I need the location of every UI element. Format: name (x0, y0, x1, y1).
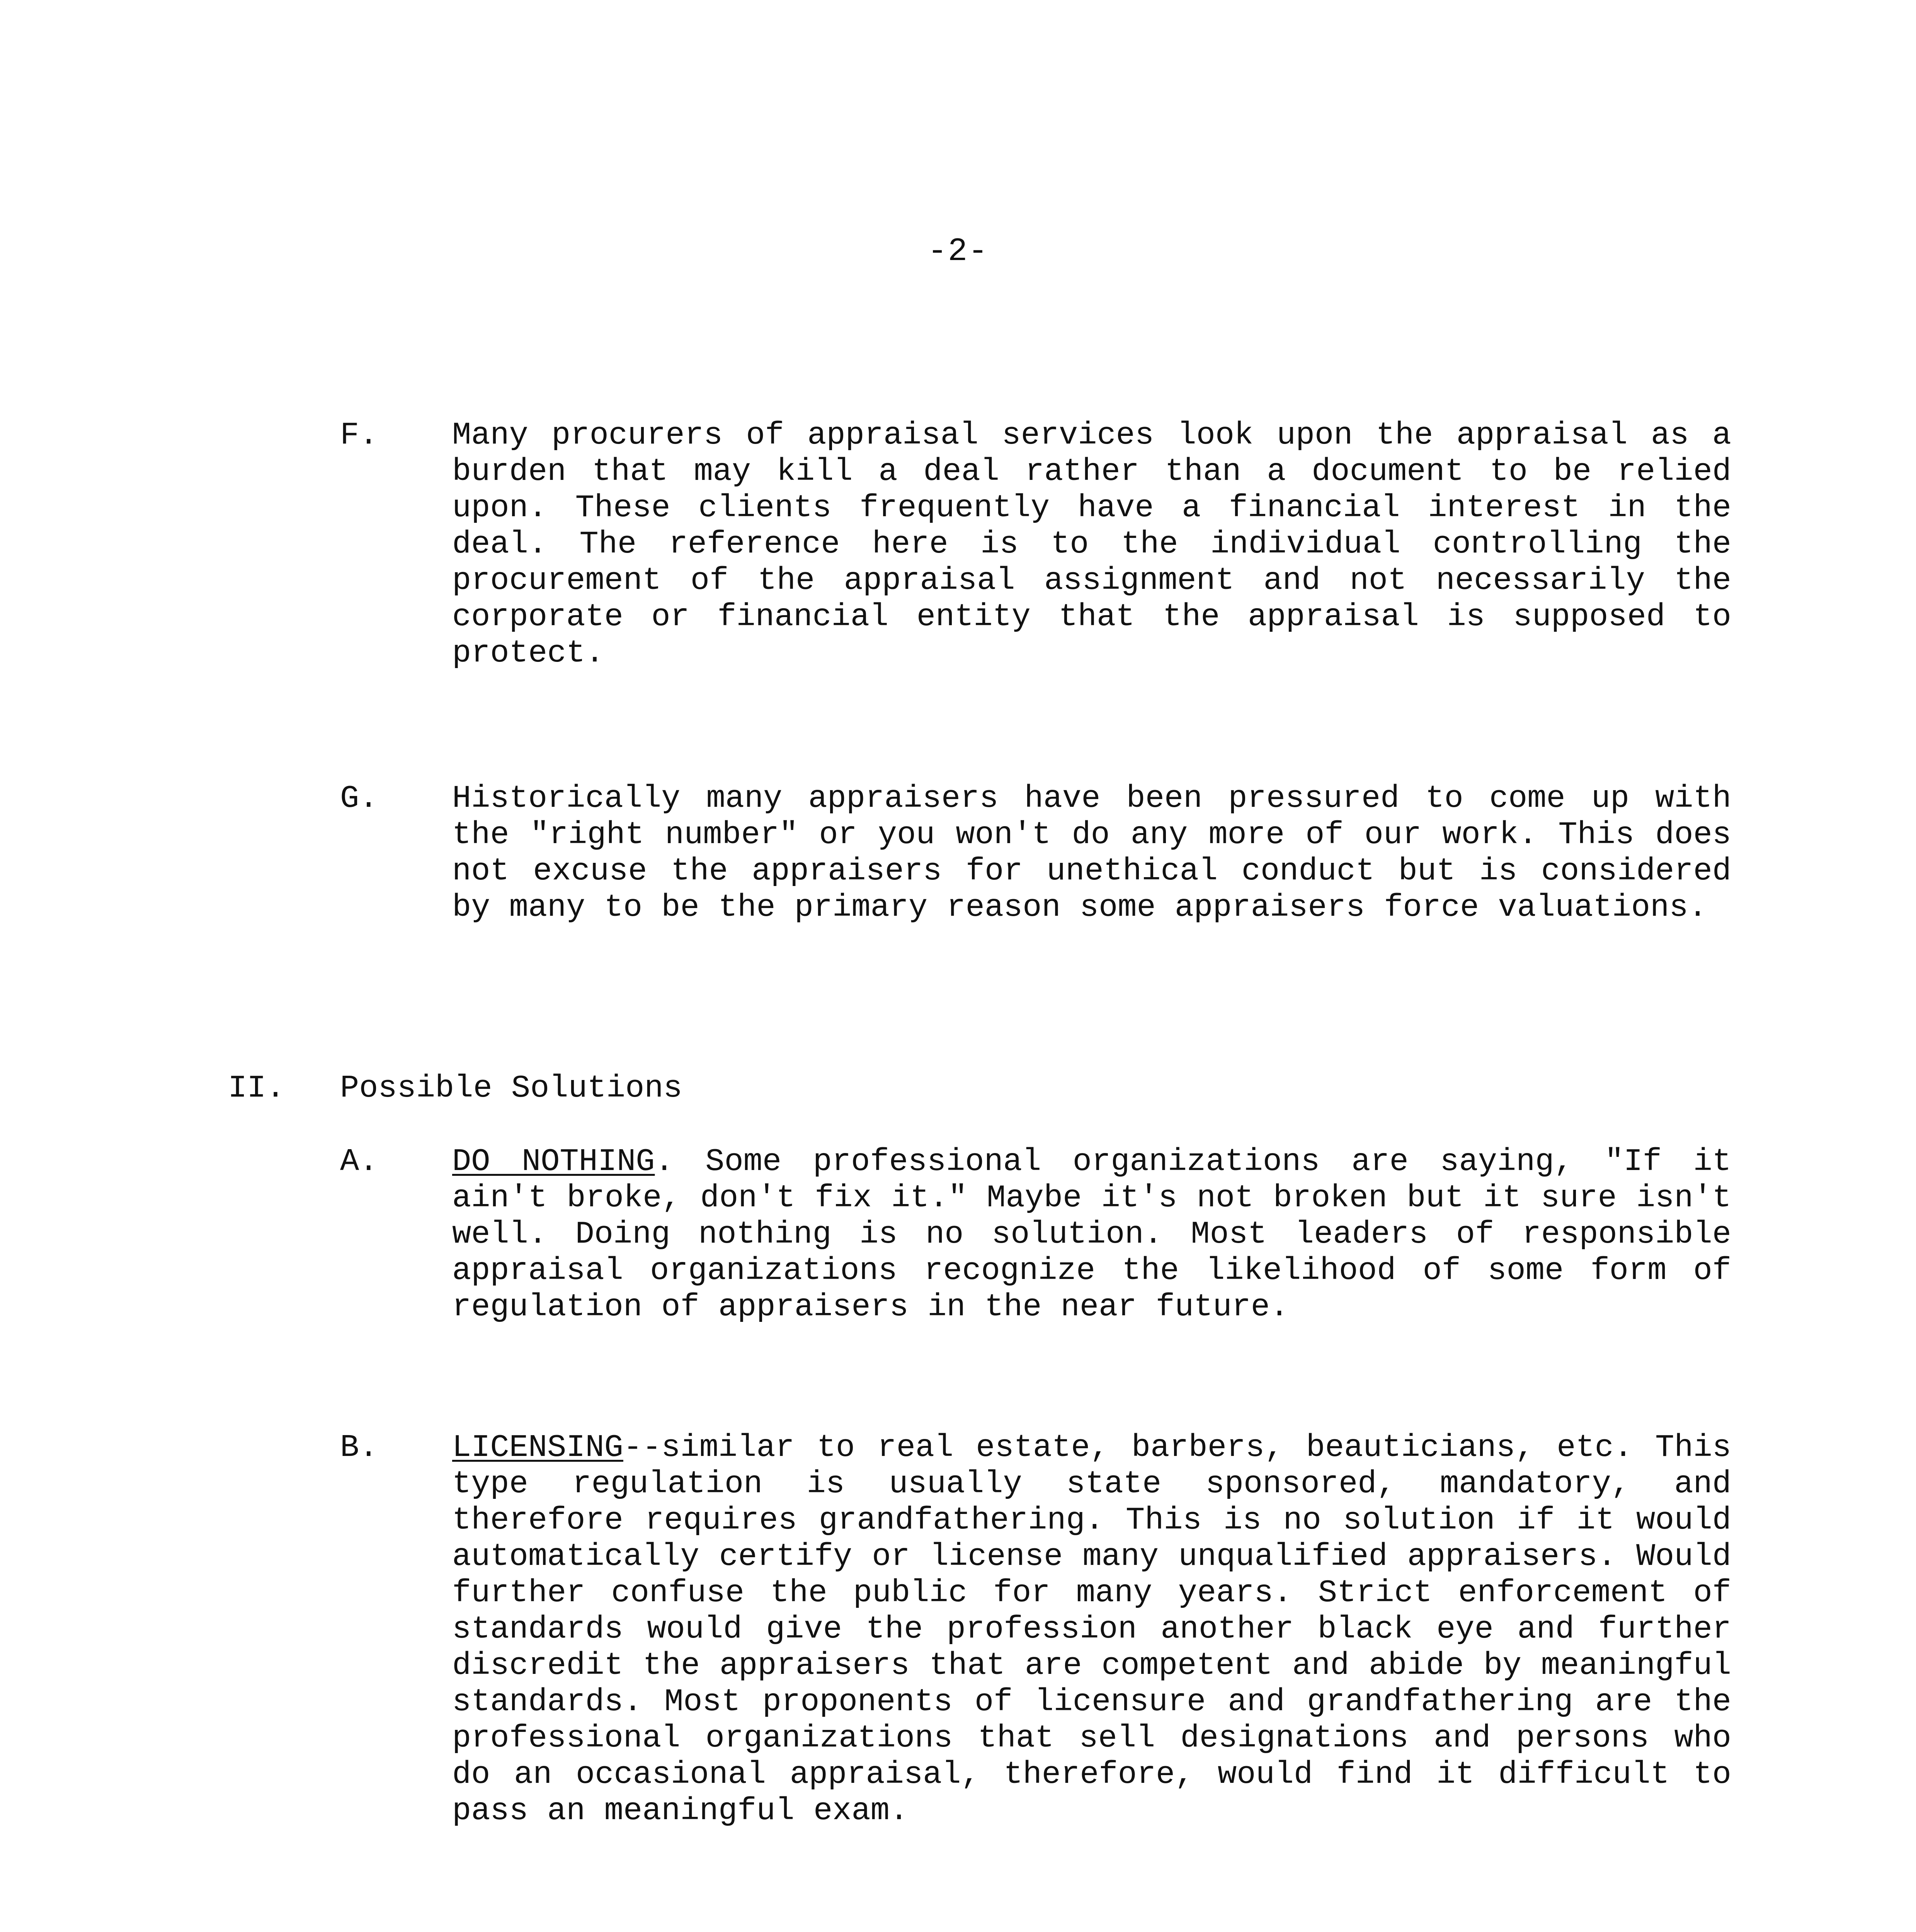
item-text: Many procurers of appraisal services look upon the appraisal as a burden that may kill a deal rather than a document to be relied upon. These clients frequently have a financial interest in the deal. The reference here is to the individual controlling the procurement of the appraisal assignment and not necessarily the corporate or financial entity that the appraisal is supposed to protect. (452, 417, 1731, 671)
page-number: -2- (927, 233, 989, 270)
item-heading: DO NOTHING (452, 1144, 655, 1180)
item-marker: A. (340, 1144, 378, 1180)
item-marker: G. (340, 781, 378, 816)
item-body: --similar to real estate, barbers, beauticians, etc. This type regulation is usually state sponsored, mandatory, and therefore requires grandfathering. This is no solution if it would automatically certify or license many unqualified appraisers. Would further confuse the public for many years. Strict enforcement of standards would give the profession another black eye and further discredit the appraisers that are competent and abide by meaningful standards. Most proponents of licensure and grandfathering are the professional organizations that sell designations and persons who do an occasional appraisal, therefore, would find it difficult to pass an meaningful exam. (452, 1430, 1731, 1829)
section-title: Possible Solutions (340, 1070, 682, 1106)
item-body: . Some professional organizations are saying, "If it ain't broke, don't fix it." Maybe it's not broken but it sure isn't well. Doing nothing is no solution. Most leaders of responsible appraisal organizations recognize the likelihood of some form of regulation of appraisers in the near future. (452, 1144, 1731, 1325)
section-heading (228, 1070, 682, 1107)
item-text: Historically many appraisers have been pressured to come up with the "right number" or you won't do any more of our work. This does not excuse the appraisers for unethical conduct but is considered by many to be the primary reason some appraisers force valuations. (452, 781, 1731, 925)
item-marker: B. (340, 1430, 378, 1466)
section-number: II. (228, 1070, 285, 1106)
item-heading: LICENSING (452, 1430, 623, 1466)
item-text (452, 1430, 1731, 1829)
item-text (452, 1144, 1731, 1325)
item-marker: F. (340, 417, 378, 453)
